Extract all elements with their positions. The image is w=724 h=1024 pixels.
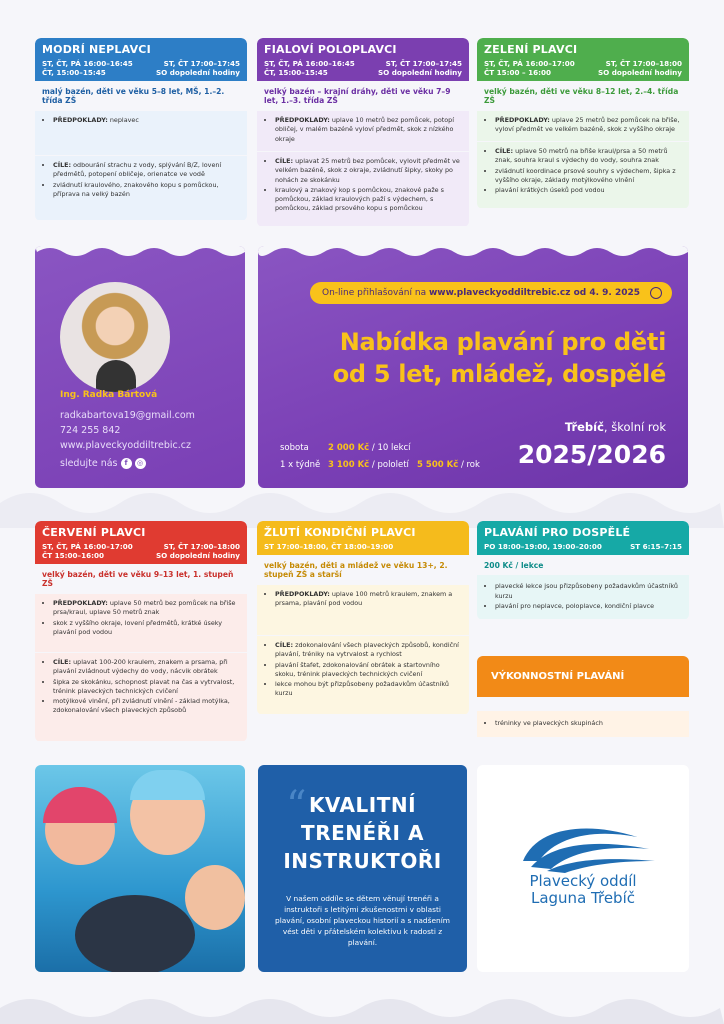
hero-card <box>258 246 688 488</box>
prereq-text: uplave 50 metrů bez pomůcek na břiše prsa/kraul, uplave 50 metrů znak <box>53 598 236 617</box>
performance-item: • tréninky ve plaveckých skupinách <box>495 719 682 728</box>
schedule-row <box>264 542 462 551</box>
logo-line2: Laguna Třebíč <box>530 889 635 907</box>
goal-text: šipka ze skokánku, schopnost plavat na čas a vytrvalost, trénink plaveckých technických cvičení <box>53 677 235 695</box>
trainer-email[interactable]: radkabartova19@gmail.com <box>60 410 195 421</box>
prereq-item <box>275 590 462 609</box>
card-header <box>35 38 247 81</box>
program-card <box>257 38 469 227</box>
program-card <box>35 38 247 221</box>
goal-text: zdokonalování všech plaveckých způsobů, kondiční plavání, tréniky na vytrvalost a rychlost <box>275 640 459 659</box>
prereq-label: PŘEDPOKLADY: <box>53 115 108 124</box>
goal-text: motýlkové vlnění, při zvládnutí vlnění - základ motýlka, zdokonalování všech plaveckých způsobů <box>53 697 230 715</box>
schedule-time: ST, ČT, PÁ 16:00–16:45 <box>42 59 133 68</box>
quality-heading <box>258 791 467 875</box>
prereq-box <box>35 594 247 652</box>
schedule-time: SO dopolední hodiny <box>156 551 240 560</box>
goals-label: CÍLE: <box>275 640 294 649</box>
performance-title: VÝKONNOSTNÍ PLAVÁNÍ <box>477 656 689 697</box>
goal-item <box>275 641 462 660</box>
instagram-icon[interactable]: ◎ <box>135 458 146 469</box>
goal-item <box>495 147 682 166</box>
prereq-text: uplave 100 metrů kraulem, znakem a prsama, plavání pod vodou <box>275 589 453 608</box>
prereq-item <box>495 116 682 135</box>
hero-title-line1: Nabídka plavání pro děti <box>339 328 666 356</box>
info-item: • plavání pro neplavce, poloplavce, kondiční plavce <box>495 602 682 611</box>
card-title: PLAVÁNÍ PRO DOSPĚLÉ <box>484 526 631 539</box>
goal-item <box>275 157 462 185</box>
price-row2-note: / pololetí <box>371 460 409 470</box>
school-year: 2025/2026 <box>517 440 666 469</box>
city-name: Třebíč <box>564 420 604 434</box>
goal-text: plavání štafet, zdokonalování obrátek a startovního skoku, trénink plaveckých technických cvičení <box>275 660 440 678</box>
card-subtitle: 200 Kč / lekce <box>484 561 544 570</box>
prereq-box <box>257 111 469 151</box>
goals-label: CÍLE: <box>275 156 294 165</box>
goal-item <box>53 678 240 697</box>
logo-wave-icon <box>517 819 657 874</box>
schedule-time: ČT 15:00–16:00 <box>42 551 105 560</box>
wave-footer <box>0 990 724 1024</box>
schedule-time: ST 17:00–18:00, ČT 18:00–19:00 <box>264 542 394 551</box>
card-title: FIALOVÍ POLOPLAVCI <box>264 43 397 56</box>
quality-card <box>258 765 467 972</box>
prereq-text: uplave 25 metrů bez pomůcek na břiše, vyloví předmět ve velkém bazéně, skok z vyššího okraje <box>495 115 680 134</box>
card-subtitle: velký bazén – krajní dráhy, děti ve věku 7–9 let, 1.–3. třída ZŠ <box>264 87 451 106</box>
goal-text: zvládnutí kraulového, znakového kopu s pomůckou, příprava na velký bazén <box>53 180 219 198</box>
prereq-item <box>53 599 240 618</box>
program-card <box>477 521 689 620</box>
goal-item <box>275 680 462 699</box>
card-subtitle: velký bazén, děti a mládež ve věku 13+, 2. stupeň ZŠ a starší <box>264 561 448 580</box>
card-title: MODRÍ NEPLAVCI <box>42 43 151 56</box>
trainer-card <box>35 246 245 488</box>
goals-box <box>257 152 469 226</box>
prereq-label: PŘEDPOKLADY: <box>275 115 330 124</box>
card-title: ŽLUTÍ KONDIČNÍ PLAVCI <box>264 526 416 539</box>
schedule-time: ST 6:15–7:15 <box>630 542 682 551</box>
online-prefix: On-line přihlašování na <box>322 288 429 298</box>
price-row1-value: 2 000 Kč <box>328 443 370 453</box>
trainer-wave <box>35 246 245 260</box>
goal-item <box>275 661 462 680</box>
trainer-photo <box>60 282 170 392</box>
goals-label: CÍLE: <box>495 146 514 155</box>
schedule-time: ST, ČT, PÁ 16:00–17:00 <box>484 59 575 68</box>
quality-text: V našem oddíle se dětem věnují trenéři a instruktoři s letitými zkušenostmi v oblasti plavání, osobní plaveckou historií a s nadšením vést děti v přátelském kolektivu k radosti z plavání. <box>275 894 450 947</box>
online-date: od 4. 9. 2025 <box>570 288 641 298</box>
follow-label: sledujte nás <box>60 458 118 469</box>
info-item: • plavecké lekce jsou přizpůsobeny požadavkům účastníků kurzu <box>495 582 682 601</box>
card-subtitle: malý bazén, děti ve věku 5–8 let, MŠ, 1.–2. třída ZŠ <box>42 87 225 106</box>
goal-item <box>53 658 240 677</box>
schedule-time: ST, ČT, PÁ 16:00–16:45 <box>264 59 355 68</box>
price-row2-note2: / rok <box>460 460 480 470</box>
schedule-row <box>484 59 682 68</box>
goal-text: uplavat 25 metrů bez pomůcek, vylovit předmět ve velkém bazéně, skok z okraje, zvládnutí šipky, skoky po nohách ze skokánku <box>275 156 460 184</box>
schedule-time: ČT 15:00 – 16:00 <box>484 68 552 77</box>
logo-line1: Plavecký oddíl <box>529 872 637 890</box>
prereq-item <box>275 116 462 144</box>
goals-box <box>477 142 689 208</box>
quality-line2: TRENÉŘI A <box>301 821 424 845</box>
school-year-text: , školní rok <box>603 420 666 434</box>
goal-text: odbourání strachu z vody, splývání B/Z, lovení předmětů, potopení obličeje, orienatce ve vodě <box>53 160 222 179</box>
prereq-text: neplavec <box>109 115 139 124</box>
schedule-row <box>42 59 240 68</box>
card-header <box>257 521 469 555</box>
price-row1-note: / 10 lekcí <box>371 443 411 453</box>
info-box <box>477 575 689 619</box>
price-table <box>280 440 480 474</box>
prereq-box <box>257 585 469 635</box>
prereq-box <box>477 111 689 141</box>
quote-icon: “ <box>286 783 307 829</box>
schedule-time: ST, ČT 17:00–18:00 <box>163 542 240 551</box>
price-row2-value2: 5 500 Kč <box>417 460 459 470</box>
program-card <box>35 521 247 742</box>
hero-title <box>333 326 666 390</box>
schedule-time: SO dopolední hodiny <box>378 68 462 77</box>
prereq-text: uplave 10 metrů bez pomůcek, potopí obličej, v malém bazéně vyloví předmět, skok z nízkého okraje <box>275 115 454 143</box>
card-title: ČERVENÍ PLAVCI <box>42 526 146 539</box>
card-header <box>477 38 689 81</box>
school-year-label <box>565 420 666 434</box>
card-title: ZELENÍ PLAVCI <box>484 43 578 56</box>
schedule-row <box>42 68 240 77</box>
goal-item <box>53 697 240 716</box>
schedule-row <box>264 68 462 77</box>
prereq-item <box>53 116 240 125</box>
schedule-row <box>42 542 240 551</box>
performance-card <box>477 656 689 738</box>
goal-text: plavání krátkých úseků pod vodou <box>495 186 605 195</box>
goal-item <box>53 181 240 200</box>
prereq-text: skok z vyššího okraje, lovení předmětů, krátké úseky plavání pod vodou <box>53 618 223 636</box>
goal-text: kraulový a znakový kop s pomůckou, znakové paže s pomůckou, základ kraulových paží s výdechem, s pomůckou, základ prsového kopu s pomůckou <box>275 185 444 213</box>
price-row2-label: 1 x týdně <box>280 460 321 470</box>
quality-line3: INSTRUKTOŘI <box>283 849 442 873</box>
goals-box <box>35 156 247 220</box>
schedule-time: ST, ČT 17:00–17:45 <box>385 59 462 68</box>
goals-box <box>257 636 469 714</box>
prereq-item <box>53 619 240 638</box>
prereq-label: PŘEDPOKLADY: <box>275 589 330 598</box>
prereq-label: PŘEDPOKLADY: <box>495 115 550 124</box>
goal-item <box>53 161 240 180</box>
price-row1-label: sobota <box>280 443 309 453</box>
card-subtitle: velký bazén, děti ve věku 8–12 let, 2.–4. třída ZŠ <box>484 87 679 106</box>
schedule-time: SO dopolední hodiny <box>156 68 240 77</box>
card-subtitle: velký bazén, děti ve věku 9–13 let, 1. stupeň ZŠ <box>42 570 234 589</box>
schedule-time: ST, ČT 17:00–18:00 <box>605 59 682 68</box>
price-row2-value: 3 100 Kč <box>328 460 370 470</box>
program-card <box>477 38 689 209</box>
schedule-time: ČT, 15:00–15:45 <box>42 68 106 77</box>
card-header <box>35 521 247 564</box>
schedule-time: ČT, 15:00–15:45 <box>264 68 328 77</box>
hero-wave <box>258 246 688 260</box>
schedule-time: ST, ČT, PÁ 16:00–17:00 <box>42 542 133 551</box>
prereq-box <box>35 111 247 155</box>
goal-item <box>495 167 682 186</box>
goal-item <box>275 186 462 214</box>
goals-label: CÍLE: <box>53 160 72 169</box>
goal-text: uplavat 100-200 kraulem, znakem a prsama, při plavání zvládnout výdechy do vody, nácvik obrátek <box>53 657 228 676</box>
schedule-row <box>484 542 682 551</box>
club-logo <box>477 765 689 972</box>
kids-swimming-photo <box>35 765 245 972</box>
schedule-time: SO dopolední hodiny <box>598 68 682 77</box>
performance-box <box>477 711 689 737</box>
quality-line1: KVALITNÍ <box>308 793 417 817</box>
schedule-row <box>264 59 462 68</box>
globe-icon <box>650 287 662 299</box>
schedule-time: ST, ČT 17:00–17:45 <box>163 59 240 68</box>
trainer-name: Ing. Radka Bártová <box>60 390 158 400</box>
program-card <box>257 521 469 715</box>
follow-row <box>60 456 195 471</box>
trainer-phone[interactable]: 724 255 842 <box>60 425 121 436</box>
schedule-time: PO 18:00–19:00, 19:00–20:00 <box>484 542 602 551</box>
goal-text: zvládnutí koordinace prsové souhry s výdechem, šipka z vyššího okraje, základy motýlkového vlnění <box>495 166 676 184</box>
hero-title-line2: od 5 let, mládež, dospělé <box>332 360 666 388</box>
online-url[interactable]: www.plaveckyoddiltrebic.cz <box>428 288 571 298</box>
goal-text: lekce mohou být přizpůsobeny požadavkům účastníků kurzu <box>275 680 449 698</box>
card-header <box>477 521 689 555</box>
goal-item <box>495 186 682 195</box>
prereq-label: PŘEDPOKLADY: <box>53 598 108 607</box>
facebook-icon[interactable]: f <box>121 458 132 469</box>
goals-label: CÍLE: <box>53 657 72 666</box>
online-signup-pill[interactable] <box>310 282 672 304</box>
goals-box <box>35 653 247 741</box>
trainer-web[interactable]: www.plaveckyoddiltrebic.cz <box>60 440 191 451</box>
logo-text <box>477 873 689 907</box>
schedule-row <box>484 68 682 77</box>
card-header <box>257 38 469 81</box>
schedule-row <box>42 551 240 560</box>
goal-text: uplave 50 metrů na břiše kraul/prsa a 50 metrů znak, souhra kraul s výdechy do vody, souhra znak <box>495 146 668 165</box>
